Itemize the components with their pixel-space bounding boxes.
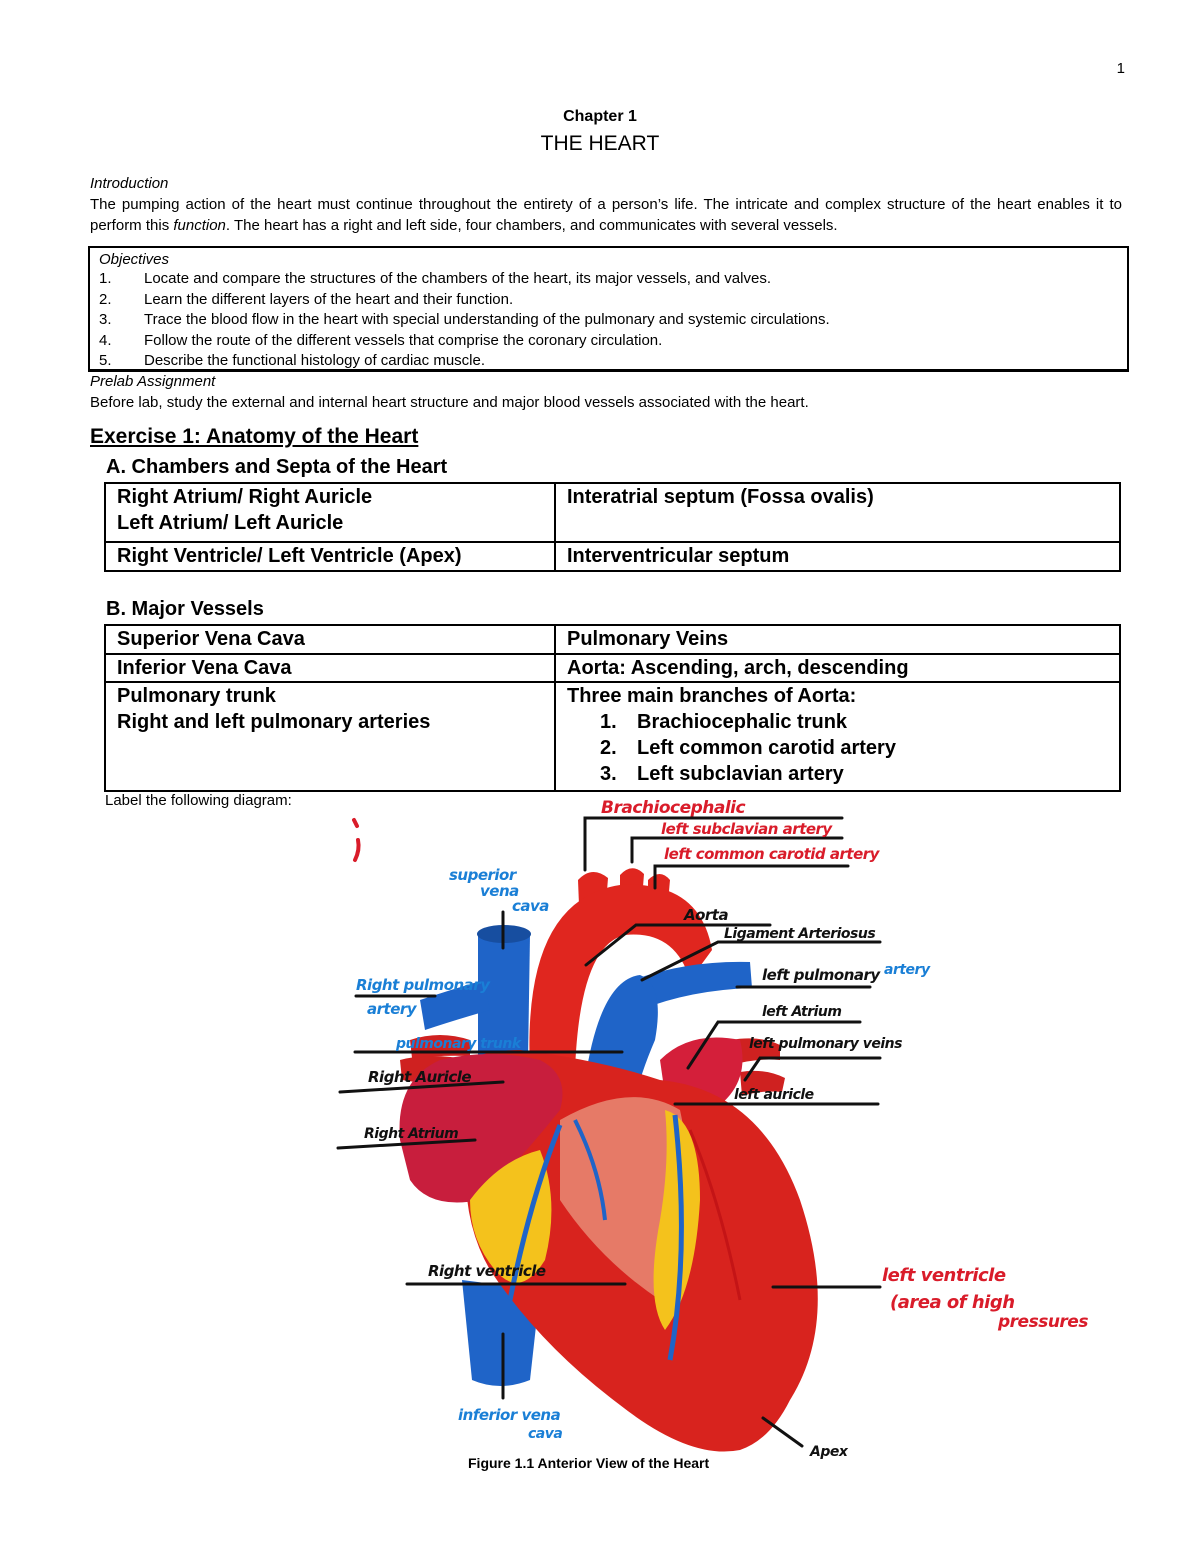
label-right-ventricle: Right ventricle bbox=[428, 1262, 546, 1280]
label-brachiocephalic: Brachiocephalic bbox=[601, 798, 746, 818]
table-cell: Right Atrium/ Right Auricle Left Atrium/ Left Auricle bbox=[105, 483, 555, 542]
label-superior-vena-cava-3: cava bbox=[512, 897, 549, 915]
table-cell: Superior Vena Cava bbox=[105, 625, 555, 654]
table-cell: Pulmonary trunk Right and left pulmonary arteries bbox=[105, 682, 555, 791]
section-a-title: A. Chambers and Septa of the Heart bbox=[106, 456, 448, 478]
intro-text-emphasis: function bbox=[173, 217, 226, 234]
label-left-ventricle-2: (area of high bbox=[890, 1292, 1015, 1313]
diagram-instruction: Label the following diagram: bbox=[105, 792, 292, 809]
figure-caption: Figure 1.1 Anterior View of the Heart bbox=[468, 1455, 710, 1471]
table-cell: Aorta: Ascending, arch, descending bbox=[555, 654, 1120, 682]
label-left-auricle: left auricle bbox=[734, 1087, 814, 1103]
label-left-pulmonary-veins: left pulmonary veins bbox=[749, 1036, 902, 1052]
exercise-title: Exercise 1: Anatomy of the Heart bbox=[90, 425, 419, 448]
label-right-pulmonary-artery-2: artery bbox=[367, 1000, 417, 1018]
label-superior-vena-cava-2: vena bbox=[480, 882, 519, 900]
label-aorta: Aorta bbox=[684, 906, 729, 924]
label-right-atrium: Right Atrium bbox=[364, 1126, 459, 1142]
list-item: 3. Left subclavian artery bbox=[600, 763, 844, 785]
label-pulmonary-trunk: pulmonary trunk bbox=[396, 1036, 521, 1052]
table-cell: Interventricular septum bbox=[555, 542, 1120, 571]
prelab-heading: Prelab Assignment bbox=[90, 373, 216, 390]
label-right-pulmonary-artery: Right pulmonary bbox=[356, 976, 490, 994]
label-left-pulmonary-artery-2: artery bbox=[884, 962, 930, 978]
section-b-title: B. Major Vessels bbox=[106, 598, 264, 620]
chapter-label: Chapter 1 bbox=[563, 108, 637, 125]
page-title: THE HEART bbox=[540, 132, 660, 155]
label-inferior-vena-cava-2: cava bbox=[528, 1426, 563, 1442]
list-item: 2. Left common carotid artery bbox=[600, 737, 896, 759]
label-left-ventricle: left ventricle bbox=[882, 1265, 1006, 1286]
table-cell: Inferior Vena Cava bbox=[105, 654, 555, 682]
table-cell: Pulmonary Veins bbox=[555, 625, 1120, 654]
objective-item: 1. Locate and compare the structures of the chambers of the heart, its major vessels, and valves. bbox=[99, 270, 771, 287]
label-left-common-carotid: left common carotid artery bbox=[664, 845, 879, 863]
label-ligament: Ligament Arteriosus bbox=[724, 926, 876, 942]
table-cell: Interatrial septum (Fossa ovalis) bbox=[555, 483, 1120, 542]
intro-text-part2: . The heart has a right and left side, four chambers, and communicates with several vessels. bbox=[225, 217, 838, 234]
table-cell: Three main branches of Aorta: 1. Brachiocephalic trunk 2. Left common carotid artery 3. Left subclavian artery bbox=[555, 682, 1120, 791]
label-apex: Apex bbox=[810, 1444, 848, 1460]
prelab-text: Before lab, study the external and internal heart structure and major blood vessels associated with the heart. bbox=[90, 394, 809, 411]
objective-item: 3. Trace the blood flow in the heart with special understanding of the pulmonary and systemic circulations. bbox=[99, 311, 830, 328]
pen-mark bbox=[354, 820, 359, 860]
label-left-subclavian: left subclavian artery bbox=[661, 820, 832, 838]
objective-item: 5. Describe the functional histology of cardiac muscle. bbox=[99, 352, 486, 369]
label-left-ventricle-3: pressures bbox=[998, 1312, 1088, 1332]
list-item: 1. Brachiocephalic trunk bbox=[600, 711, 848, 733]
intro-text-part1: The pumping action of the heart must continue throughout the entirety of a person’s life. The intricate and complex structure of the heart enables it to perform this bbox=[90, 196, 1122, 234]
label-right-auricle: Right Auricle bbox=[368, 1068, 472, 1086]
table-cell: Right Ventricle/ Left Ventricle (Apex) bbox=[105, 542, 555, 571]
intro-heading: Introduction bbox=[90, 175, 169, 192]
label-left-pulmonary-artery: left pulmonary bbox=[762, 966, 880, 984]
page-number: 1 bbox=[1116, 60, 1125, 77]
label-left-atrium: left Atrium bbox=[762, 1004, 842, 1020]
objective-item: 2. Learn the different layers of the heart and their function. bbox=[99, 290, 514, 308]
label-inferior-vena-cava: inferior vena bbox=[458, 1406, 561, 1424]
objective-item: 4. Follow the route of the different vessels that comprise the coronary circulation. bbox=[99, 331, 663, 349]
objectives-heading: Objectives bbox=[99, 251, 170, 268]
label-superior-vena-cava: superior bbox=[449, 866, 516, 884]
